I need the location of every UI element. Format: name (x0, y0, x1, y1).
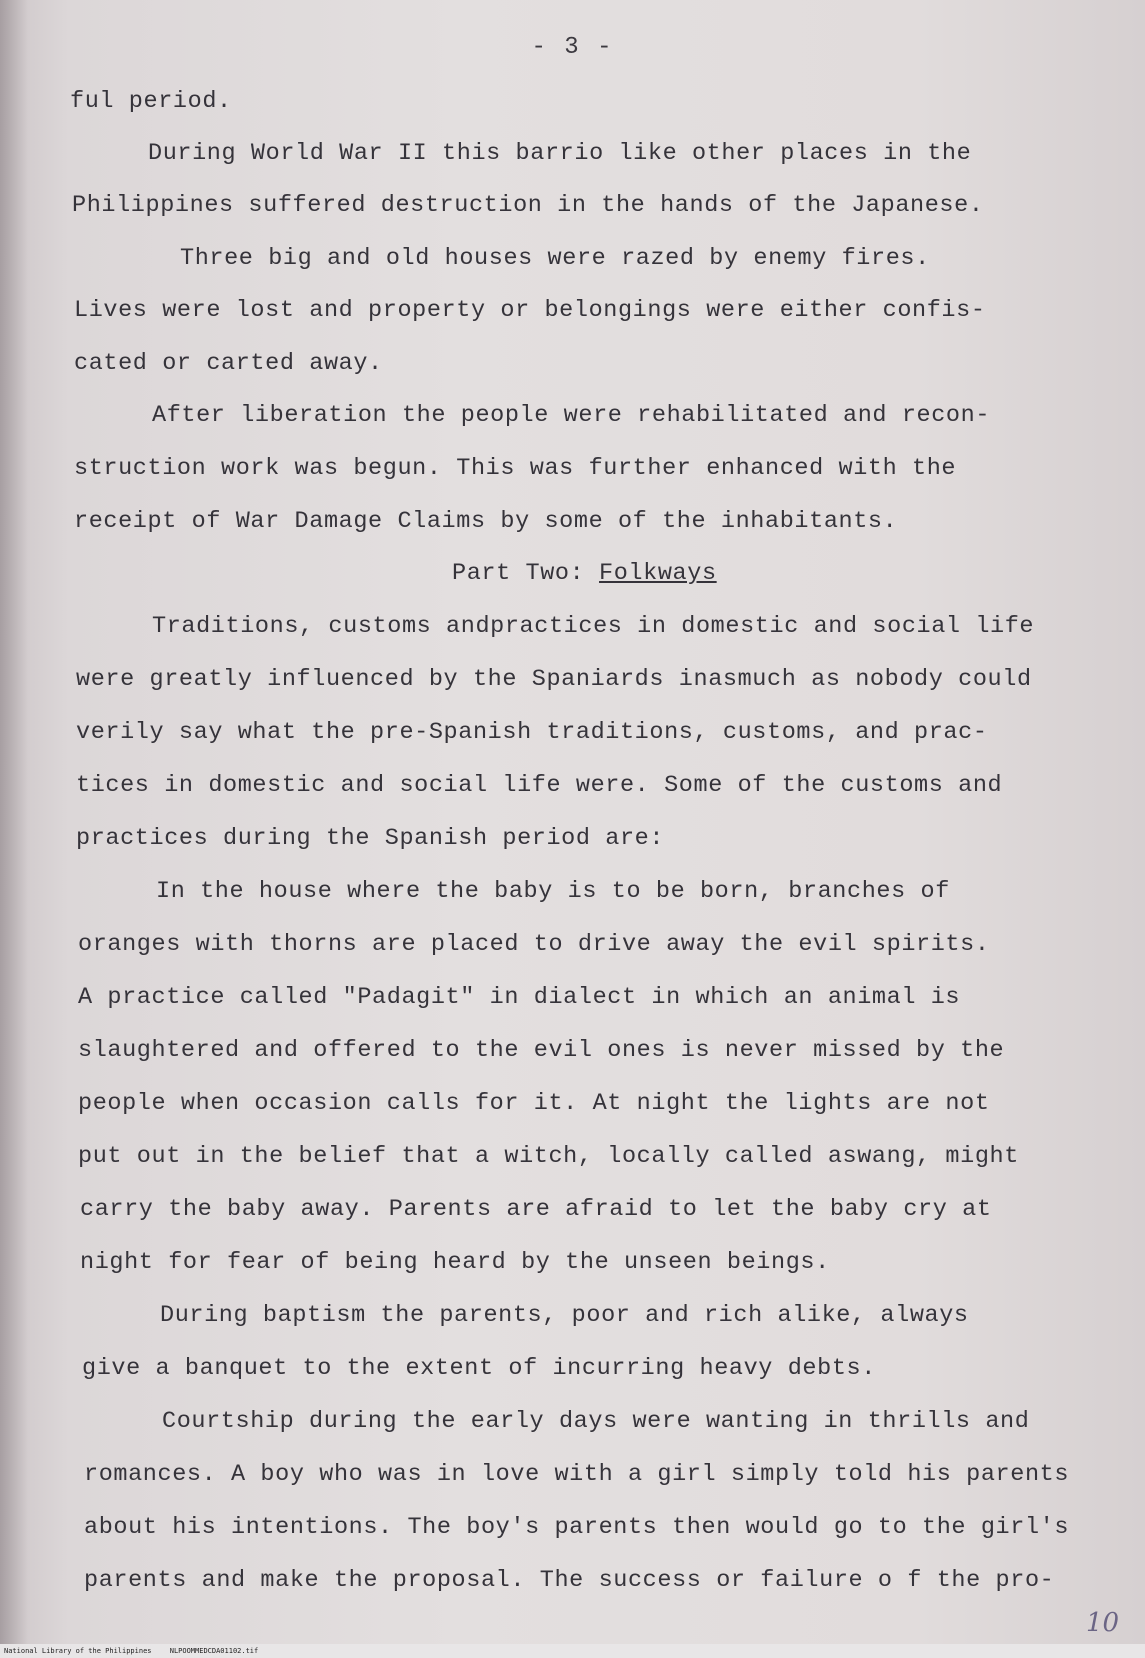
text-line: oranges with thorns are placed to drive away the evil spirits. (78, 931, 990, 958)
text-line: Philippines suffered destruction in the hands of the Japanese. (72, 192, 984, 219)
text-line: about his intentions. The boy's parents then would go to the girl's (84, 1514, 1070, 1541)
text-line: give a banquet to the extent of incurring heavy debts. (82, 1355, 876, 1382)
text-line: After liberation the people were rehabilitated and recon- (152, 402, 991, 429)
text-line: During baptism the parents, poor and rich alike, always (160, 1302, 969, 1329)
text-line: cated or carted away. (74, 350, 383, 377)
text-line: verily say what the pre-Spanish traditions, customs, and prac- (76, 719, 988, 746)
text-line: slaughtered and offered to the evil ones is never missed by the (78, 1037, 1005, 1064)
footer-library: National Library of the Philippines (4, 1647, 152, 1655)
text-line: were greatly influenced by the Spaniards inasmuch as nobody could (76, 666, 1032, 693)
text-line: In the house where the baby is to be born, branches of (156, 878, 950, 905)
section-heading-title: Folkways (599, 560, 717, 587)
text-line: Lives were lost and property or belongings were either confis- (74, 297, 986, 324)
page-number: - 3 - (531, 34, 614, 61)
text-line: put out in the belief that a witch, locally called aswang, might (78, 1143, 1019, 1170)
text-line: night for fear of being heard by the unseen beings. (80, 1249, 830, 1276)
section-heading (452, 560, 717, 587)
text-line: A practice called "Padagit" in dialect in which an animal is (78, 984, 961, 1011)
text-line: During World War II this barrio like other places in the (148, 140, 972, 167)
text-line: people when occasion calls for it. At night the lights are not (78, 1090, 990, 1117)
text-line: Courtship during the early days were wanting in thrills and (162, 1408, 1030, 1435)
text-line: tices in domestic and social life were. Some of the customs and (76, 772, 1003, 799)
text-line: parents and make the proposal. The success or failure o f the pro- (84, 1567, 1055, 1594)
text-line: practices during the Spanish period are: (76, 825, 665, 852)
text-line: struction work was begun. This was further enhanced with the (74, 455, 957, 482)
page-edge-shadow (0, 0, 28, 1644)
text-line: carry the baby away. Parents are afraid to let the baby cry at (80, 1196, 992, 1223)
text-line: Three big and old houses were razed by enemy fires. (180, 245, 930, 272)
handwritten-page-mark: 10 (1086, 1608, 1120, 1638)
text-line: Traditions, customs andpractices in domestic and social life (152, 613, 1035, 640)
footer-filename: NLPOOMMEDCDA01102.tif (169, 1647, 259, 1655)
scan-footer (0, 1644, 1145, 1658)
text-line: ful period. (70, 88, 232, 115)
text-line: receipt of War Damage Claims by some of the inhabitants. (74, 508, 898, 535)
section-heading-prefix: Part Two: (452, 560, 600, 587)
text-line: romances. A boy who was in love with a girl simply told his parents (84, 1461, 1070, 1488)
